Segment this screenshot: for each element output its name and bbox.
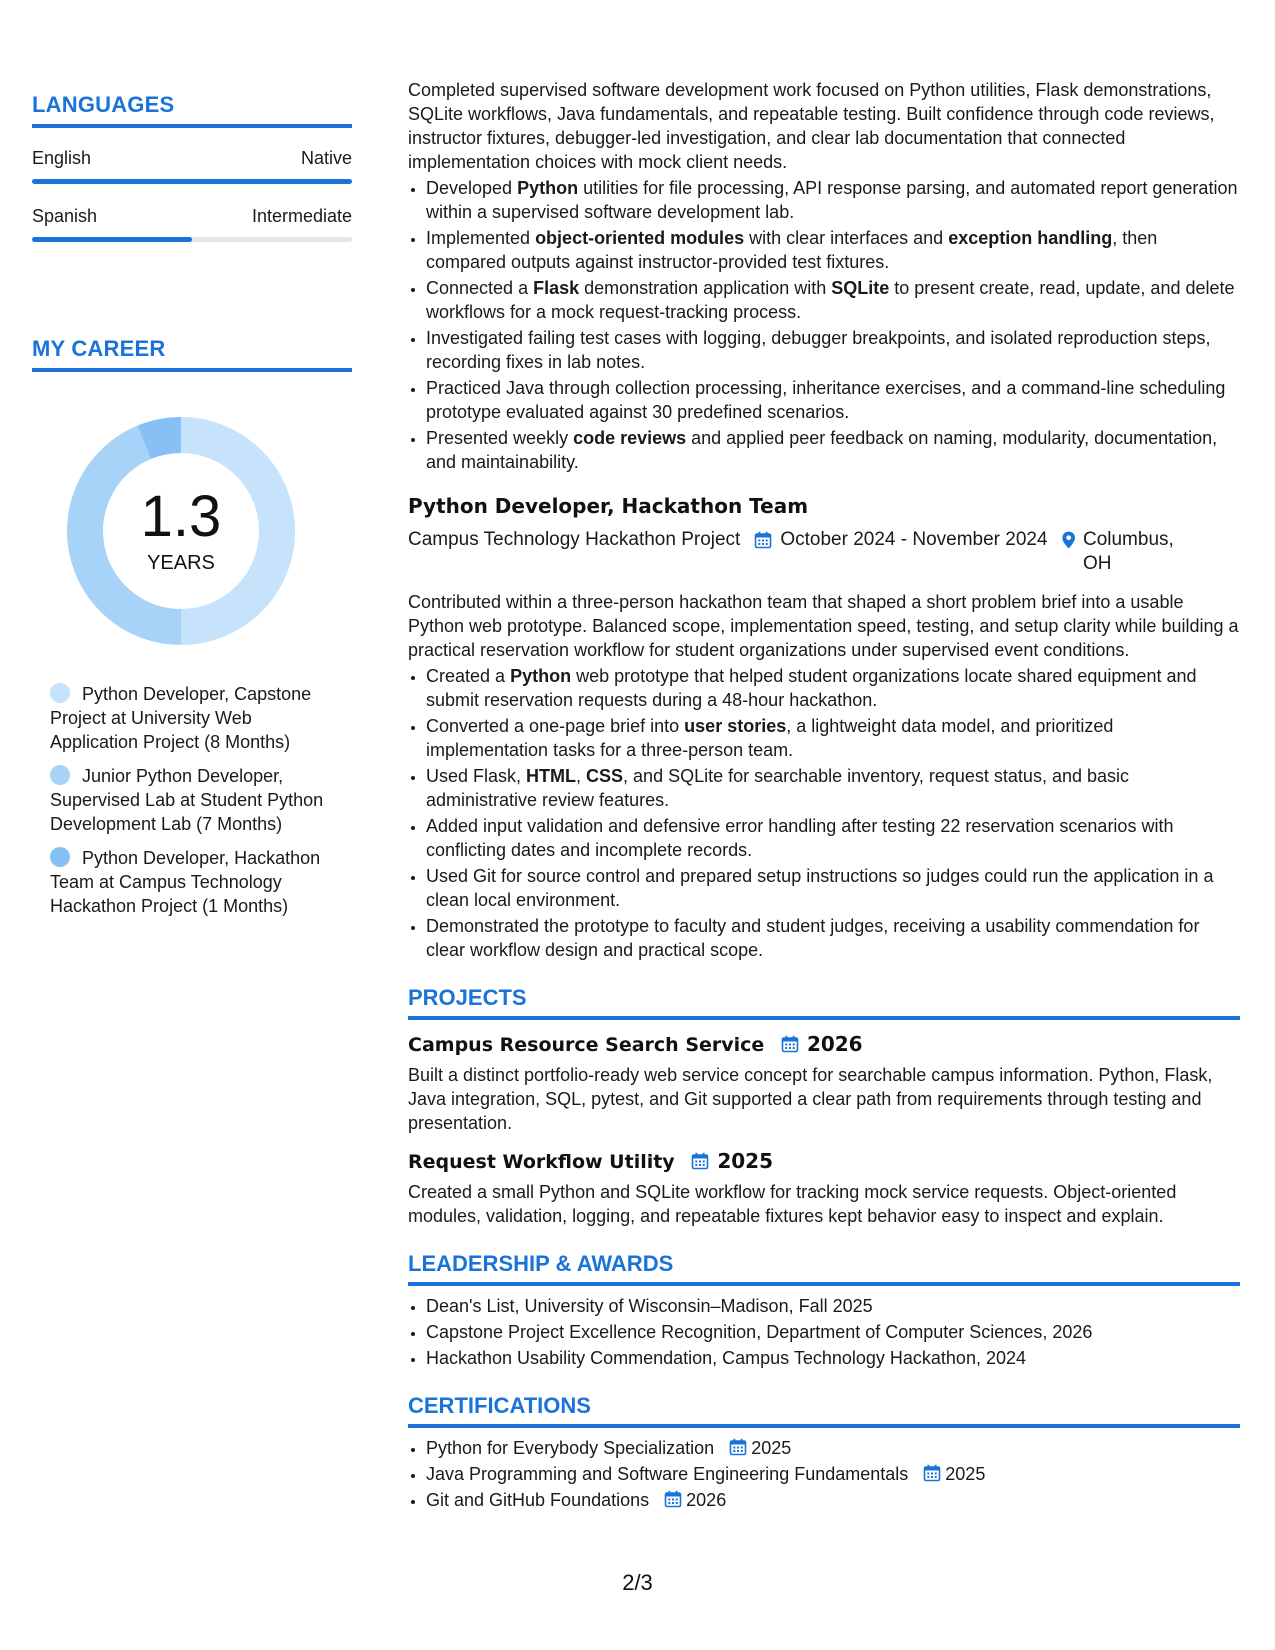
legend-dot bbox=[50, 847, 70, 867]
calendar-icon bbox=[729, 1438, 747, 1456]
languages-heading: LANGUAGES bbox=[32, 92, 352, 128]
certification-item: • Git and GitHub Foundations 2026 bbox=[426, 1488, 1240, 1512]
language-proficiency-bar bbox=[32, 179, 352, 184]
bullet: • Used Flask, HTML, CSS, and SQLite for searchable inventory, request status, and basic administrative review features. bbox=[426, 764, 1240, 812]
bullet: • Created a Python web prototype that helped student organizations locate shared equipment and submit reservation requests during a 48-hour hackathon. bbox=[426, 664, 1240, 712]
certification-item: • Java Programming and Software Engineering Fundamentals 2025 bbox=[426, 1462, 1240, 1486]
calendar-icon bbox=[691, 1152, 709, 1170]
bullet: • Added input validation and defensive error handling after testing 22 reservation scenarios with conflicting dates and incomplete records. bbox=[426, 814, 1240, 862]
project-year: 2026 bbox=[806, 1032, 863, 1056]
language-name: Spanish bbox=[32, 206, 98, 226]
certification-year: 2026 bbox=[686, 1490, 727, 1510]
leadership-list bbox=[408, 1294, 1240, 1370]
language-level: Intermediate bbox=[251, 206, 352, 226]
legend-label: Python Developer, Capstone Project at University Web Application Project (8 Months) bbox=[50, 684, 312, 752]
project-name: Request Workflow Utility bbox=[408, 1151, 675, 1173]
job-bullets bbox=[408, 664, 1240, 962]
job-location: Columbus, OH bbox=[1048, 528, 1188, 576]
career-total-years: 1.3 bbox=[140, 483, 222, 549]
career-total-unit: YEARS bbox=[147, 551, 215, 574]
calendar-icon bbox=[781, 1035, 799, 1053]
project-year: 2025 bbox=[717, 1149, 773, 1173]
project-item bbox=[408, 1149, 1240, 1228]
certification-year: 2025 bbox=[945, 1464, 986, 1484]
project-name: Campus Resource Search Service bbox=[408, 1034, 765, 1056]
bullet: • Developed Python utilities for file processing, API response parsing, and automated report generation within a supervised software development lab. bbox=[426, 176, 1240, 224]
project-description: Created a small Python and SQLite workflow for tracking mock service requests. Object-oriented modules, validation, logging, and repeatable fixtures kept behavior easy to inspect and explain. bbox=[408, 1182, 1177, 1226]
job-meta bbox=[408, 528, 1240, 576]
career-heading: MY CAREER bbox=[32, 336, 352, 372]
legend-label: Python Developer, Hackathon Team at Campus Technology Hackathon Project (1 Months) bbox=[50, 848, 321, 916]
bullet: • Investigated failing test cases with logging, debugger breakpoints, and isolated reproduction steps, recording fixes in lab notes. bbox=[426, 326, 1240, 374]
award-item: • Capstone Project Excellence Recognition, Department of Computer Sciences, 2026 bbox=[426, 1320, 1240, 1344]
lab-bullets bbox=[408, 176, 1240, 474]
award-item: • Hackathon Usability Commendation, Campus Technology Hackathon, 2024 bbox=[426, 1346, 1240, 1370]
leadership-heading: LEADERSHIP & AWARDS bbox=[408, 1252, 1240, 1286]
legend-dot bbox=[50, 765, 70, 785]
job-summary: Contributed within a three-person hackathon team that shaped a short problem brief into a usable Python web prototype. Balanced scope, implementation speed, testing, and setup clarity while building a practical reservation workflow for student organizations under supervised event conditions. bbox=[408, 592, 1239, 660]
projects-heading: PROJECTS bbox=[408, 986, 1240, 1020]
bullet: • Used Git for source control and prepared setup instructions so judges could run the application in a clean local environment. bbox=[426, 864, 1240, 912]
map-pin-icon bbox=[1062, 530, 1075, 550]
calendar-icon bbox=[923, 1464, 941, 1482]
project-item bbox=[408, 1032, 1240, 1135]
legend-label: Junior Python Developer, Supervised Lab at Student Python Development Lab (7 Months) bbox=[50, 766, 324, 834]
job-dates: October 2024 - November 2024 bbox=[754, 528, 1047, 576]
certifications-list bbox=[408, 1436, 1240, 1512]
job-title: Python Developer, Hackathon Team bbox=[408, 494, 809, 518]
career-section bbox=[32, 336, 352, 928]
career-donut-chart bbox=[66, 416, 296, 646]
award-item: • Dean's List, University of Wisconsin–Madison, Fall 2025 bbox=[426, 1294, 1240, 1318]
bullet: • Presented weekly code reviews and applied peer feedback on naming, modularity, documentation, and maintainability. bbox=[426, 426, 1240, 474]
certifications-heading: CERTIFICATIONS bbox=[408, 1394, 1240, 1428]
bullet: • Implemented object-oriented modules with clear interfaces and exception handling, then compared outputs against instructor-provided test fixtures. bbox=[426, 226, 1240, 274]
language-level: Native bbox=[300, 148, 352, 168]
calendar-icon bbox=[664, 1490, 682, 1508]
calendar-icon bbox=[754, 531, 772, 549]
page-number: 2/3 bbox=[622, 1570, 653, 1595]
career-legend-item bbox=[50, 764, 340, 836]
bullet: • Connected a Flask demonstration application with SQLite to present create, read, update, and delete workflows for a mock request-tracking process. bbox=[426, 276, 1240, 324]
career-legend-item bbox=[50, 682, 340, 754]
language-proficiency-bar bbox=[32, 237, 352, 242]
bullet: • Practiced Java through collection processing, inheritance exercises, and a command-line scheduling prototype evaluated against 30 predefined scenarios. bbox=[426, 376, 1240, 424]
language-name: English bbox=[32, 148, 92, 168]
bullet: • Converted a one-page brief into user stories, a lightweight data model, and prioritized implementation tasks for a three-person team. bbox=[426, 714, 1240, 762]
career-legend bbox=[50, 682, 340, 918]
main-column bbox=[408, 78, 1240, 1514]
language-proficiency-fill bbox=[32, 179, 352, 184]
language-item bbox=[32, 148, 352, 184]
language-proficiency-fill bbox=[32, 237, 192, 242]
career-legend-item bbox=[50, 846, 340, 918]
bullet: • Demonstrated the prototype to faculty and student judges, receiving a usability commendation for clear workflow design and practical scope. bbox=[426, 914, 1240, 962]
legend-dot bbox=[50, 683, 70, 703]
languages-section bbox=[32, 92, 352, 242]
job-organization: Campus Technology Hackathon Project bbox=[408, 529, 741, 550]
certification-item: • Python for Everybody Specialization 2025 bbox=[426, 1436, 1240, 1460]
certification-year: 2025 bbox=[751, 1438, 792, 1458]
lab-summary: Completed supervised software development work focused on Python utilities, Flask demonstrations, SQLite workflows, Java fundamentals, and repeatable testing. Built confidence through code reviews, instructor fixtures, debugger-led investigation, and clear lab documentation that connected implementation choices with mock client needs. bbox=[408, 80, 1215, 172]
project-description: Built a distinct portfolio-ready web service concept for searchable campus information. Python, Flask, Java integration, SQL, pytest, and Git supported a clear path from requirements through testing and presentation. bbox=[408, 1065, 1213, 1133]
language-item bbox=[32, 206, 352, 242]
